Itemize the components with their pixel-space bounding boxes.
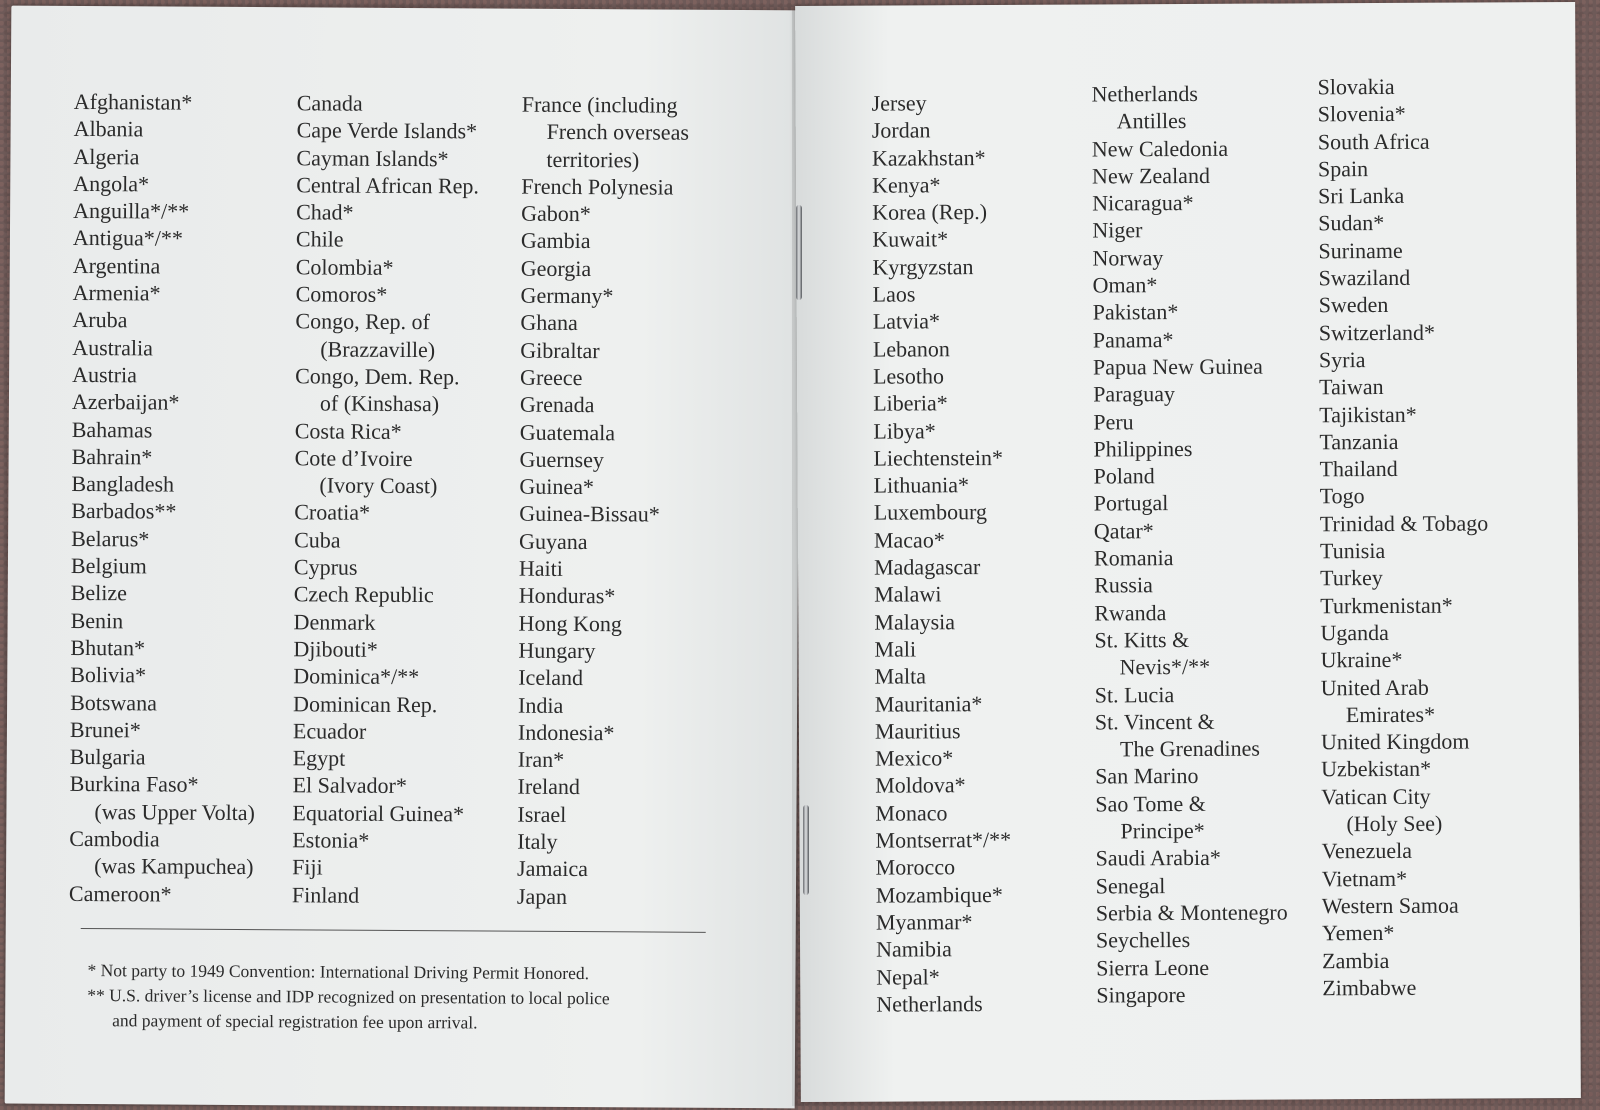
- country-entry: Albania: [73, 116, 144, 142]
- country-entry: Tanzania: [1319, 428, 1399, 455]
- country-entry: St. Vincent &: [1094, 708, 1215, 735]
- country-entry: Equatorial Guinea*: [292, 800, 465, 827]
- country-entry: Uzbekistan*: [1321, 756, 1432, 782]
- country-entry: Turkmenistan*: [1320, 592, 1453, 618]
- country-entry: Sierra Leone: [1096, 954, 1210, 980]
- country-entry: Qatar*: [1093, 517, 1154, 544]
- country-entry: Austria: [72, 361, 137, 388]
- country-entry: New Zealand: [1091, 162, 1210, 189]
- country-entry: Australia: [72, 334, 154, 361]
- country-entry: Cayman Islands*: [296, 144, 449, 171]
- country-entry: Iceland: [518, 664, 584, 691]
- country-entry: Latvia*: [872, 308, 941, 335]
- country-entry: Botswana: [70, 689, 157, 715]
- country-entry: Russia: [1094, 572, 1153, 598]
- country-entry: Cuba: [294, 527, 341, 553]
- country-entry: Malaysia: [874, 608, 956, 635]
- country-entry: Vietnam*: [1321, 865, 1408, 891]
- country-entry: Armenia*: [72, 280, 161, 306]
- country-entry: Comoros*: [295, 281, 388, 307]
- country-entry: Japan: [516, 883, 568, 909]
- country-column-5: [1092, 79, 1289, 1008]
- country-entry: Germany*: [520, 282, 614, 309]
- country-entry: Cyprus: [293, 554, 358, 580]
- country-entry: Principe*: [1120, 817, 1205, 844]
- country-entry: Finland: [291, 881, 360, 908]
- country-entry: Kuwait*: [872, 226, 949, 253]
- country-entry: Kenya*: [871, 172, 941, 198]
- country-entry: Montserrat*/**: [875, 826, 1012, 853]
- country-entry: Romania: [1093, 545, 1174, 571]
- country-entry: France (including: [521, 91, 678, 118]
- country-entry: Zimbabwe: [1322, 974, 1417, 1001]
- country-entry: Trinidad & Tobago: [1319, 510, 1489, 537]
- country-entry: United Arab: [1320, 674, 1429, 700]
- country-entry: Suriname: [1318, 237, 1403, 264]
- country-entry: Sri Lanka: [1318, 183, 1405, 209]
- country-entry: Saudi Arabia*: [1095, 845, 1221, 871]
- country-entry: Angola*: [73, 170, 150, 197]
- country-entry: Western Samoa: [1321, 892, 1459, 919]
- country-entry: Guinea-Bissau*: [519, 501, 660, 527]
- country-entry: Bahrain*: [71, 443, 153, 470]
- country-entry: Brunei*: [69, 716, 141, 743]
- country-entry: Argentina: [72, 252, 161, 279]
- country-entry: Congo, Rep. of: [295, 308, 430, 335]
- country-entry: Spain: [1317, 155, 1369, 182]
- country-entry: Dominica*/**: [293, 663, 420, 690]
- country-entry: Jamaica: [517, 855, 589, 882]
- country-entry: Congo, Dem. Rep.: [295, 363, 460, 390]
- country-entry: Switzerland*: [1318, 319, 1435, 345]
- country-entry: Bahamas: [71, 416, 153, 442]
- country-entry: Turkey: [1320, 565, 1383, 591]
- country-entry: Tajikistan*: [1319, 401, 1417, 427]
- country-entry: Yemen*: [1321, 920, 1395, 946]
- country-entry: Slovakia: [1317, 73, 1395, 100]
- country-entry: Cambodia: [69, 825, 160, 852]
- country-column-1: [69, 88, 259, 908]
- country-entry: Slovenia*: [1317, 101, 1406, 127]
- country-entry: Norway: [1092, 244, 1164, 271]
- country-entry: Honduras*: [518, 583, 616, 609]
- country-entry: Macao*: [873, 527, 945, 553]
- country-entry: French Polynesia: [521, 173, 674, 200]
- country-entry: Panama*: [1092, 326, 1174, 353]
- country-entry: Indonesia*: [517, 719, 615, 746]
- right-page: [795, 2, 1581, 1102]
- country-entry: South Africa: [1317, 128, 1430, 154]
- country-entry: Barbados**: [71, 498, 177, 525]
- country-entry: Rwanda: [1094, 599, 1167, 626]
- country-entry: Gabon*: [521, 200, 591, 227]
- country-entry: Libya*: [873, 417, 936, 444]
- country-column-4: [872, 89, 1013, 1018]
- country-entry: Canada: [296, 90, 363, 116]
- country-entry: Chile: [295, 226, 344, 253]
- country-entry: Hungary: [518, 637, 596, 664]
- country-entry: Seychelles: [1095, 927, 1191, 953]
- country-entry: Pakistan*: [1092, 299, 1179, 325]
- country-entry: Jordan: [871, 117, 931, 143]
- country-entry: Aruba: [72, 307, 128, 333]
- country-entry: Djibouti*: [293, 636, 378, 662]
- country-entry: San Marino: [1095, 763, 1199, 789]
- country-entry: The Grenadines: [1119, 735, 1260, 762]
- country-entry: (Ivory Coast): [319, 472, 438, 499]
- country-entry: Morocco: [875, 854, 956, 880]
- country-entry: Philippines: [1093, 435, 1193, 462]
- country-entry: Guatemala: [519, 419, 616, 445]
- country-entry: Greece: [520, 364, 583, 391]
- country-entry: Cote d’Ivoire: [294, 445, 413, 471]
- country-entry: Gambia: [520, 228, 591, 254]
- country-entry: Uganda: [1320, 619, 1389, 646]
- country-entry: Algeria: [73, 143, 140, 169]
- country-entry: Israel: [517, 801, 567, 827]
- country-entry: Cameroon*: [68, 880, 172, 907]
- left-page: [5, 6, 802, 1109]
- footnote-line: * Not party to 1949 Convention: International Driving Permit Honored.: [87, 960, 590, 984]
- country-entry: Italy: [517, 828, 558, 854]
- country-entry: Netherlands: [876, 990, 983, 1017]
- country-entry: Poland: [1093, 463, 1155, 489]
- country-entry: Singapore: [1096, 981, 1186, 1008]
- country-column-2: [292, 89, 480, 909]
- country-entry: Sweden: [1318, 292, 1389, 318]
- country-entry: of (Kinshasa): [319, 390, 440, 417]
- country-entry: Bangladesh: [71, 471, 175, 497]
- country-entry: Liberia*: [873, 390, 948, 416]
- country-entry: (Brazzaville): [320, 336, 436, 362]
- country-entry: Antilles: [1116, 108, 1187, 134]
- country-entry: Guyana: [519, 528, 588, 554]
- country-entry: Thailand: [1319, 456, 1398, 482]
- country-entry: Ukraine*: [1320, 647, 1403, 673]
- country-entry: Belize: [70, 580, 128, 606]
- country-entry: Azerbaijan*: [71, 389, 180, 415]
- country-entry: Swaziland: [1318, 264, 1411, 291]
- country-entry: Malta: [874, 663, 927, 689]
- country-entry: Moldova*: [875, 772, 966, 799]
- country-entry: Gibraltar: [520, 337, 600, 363]
- staple-top: [796, 205, 802, 300]
- country-entry: Central African Rep.: [296, 172, 480, 199]
- footnotes: [87, 958, 727, 1037]
- country-entry: Zambia: [1322, 947, 1390, 973]
- country-entry: Malawi: [874, 581, 942, 607]
- country-entry: Afghanistan*: [73, 88, 193, 115]
- country-column-3: [517, 91, 689, 911]
- country-entry: Nevis*/**: [1119, 654, 1211, 680]
- country-entry: Egypt: [292, 745, 346, 771]
- country-entry: Chad*: [296, 199, 354, 225]
- country-entry: Ireland: [517, 774, 580, 800]
- country-entry: Costa Rica*: [294, 417, 402, 444]
- country-entry: Hong Kong: [518, 610, 622, 636]
- country-entry: Papua New Guinea: [1092, 353, 1263, 380]
- country-entry: Namibia: [876, 936, 952, 962]
- country-entry: Bhutan*: [70, 634, 146, 661]
- country-entry: St. Lucia: [1094, 681, 1175, 708]
- country-entry: Mexico*: [874, 745, 954, 771]
- country-entry: Luxembourg: [873, 499, 988, 526]
- country-entry: Mauritius: [874, 718, 961, 744]
- country-entry: Guernsey: [519, 446, 604, 473]
- country-entry: Iran*: [517, 746, 565, 773]
- country-entry: Lesotho: [872, 363, 945, 389]
- country-entry: Fiji: [292, 854, 323, 880]
- country-entry: United Kingdom: [1320, 728, 1470, 755]
- country-entry: Guinea*: [519, 473, 595, 500]
- country-entry: Kyrgyzstan: [872, 253, 974, 280]
- country-entry: Lithuania*: [873, 472, 970, 498]
- country-entry: Oman*: [1092, 272, 1158, 298]
- country-entry: Senegal: [1095, 872, 1166, 899]
- country-entry: Burkina Faso*: [69, 771, 199, 798]
- country-entry: French overseas: [546, 119, 690, 146]
- country-entry: Taiwan: [1319, 374, 1384, 400]
- country-entry: Cape Verde Islands*: [296, 117, 478, 144]
- country-entry: Mali: [874, 636, 917, 662]
- country-entry: Georgia: [520, 255, 592, 281]
- country-entry: (Holy See): [1346, 810, 1443, 837]
- country-entry: Mozambique*: [875, 881, 1003, 908]
- footnote-divider: [81, 928, 706, 933]
- country-entry: Netherlands: [1091, 80, 1198, 107]
- country-entry: Portugal: [1093, 490, 1169, 516]
- country-entry: Venezuela: [1321, 838, 1413, 864]
- country-entry: New Caledonia: [1091, 135, 1229, 162]
- country-entry: Anguilla*/**: [73, 198, 190, 224]
- country-entry: Paraguay: [1093, 381, 1176, 407]
- country-entry: Haiti: [518, 555, 564, 581]
- country-entry: Belgium: [70, 552, 147, 579]
- country-entry: Laos: [872, 281, 916, 307]
- country-entry: Bolivia*: [70, 662, 147, 688]
- country-entry: Denmark: [293, 608, 376, 635]
- country-entry: Ghana: [520, 310, 578, 336]
- country-entry: Belarus*: [71, 525, 150, 552]
- country-entry: Grenada: [519, 391, 595, 418]
- country-entry: Nepal*: [876, 963, 940, 990]
- country-entry: (was Kampuchea): [94, 853, 254, 880]
- country-entry: Antigua*/**: [72, 225, 184, 252]
- country-entry: Benin: [70, 607, 124, 633]
- country-entry: India: [518, 692, 564, 718]
- footnote-line: ** U.S. driver’s license and IDP recognized on presentation to local police: [87, 985, 610, 1009]
- country-entry: El Salvador*: [292, 772, 407, 799]
- country-entry: St. Kitts &: [1094, 626, 1190, 653]
- country-entry: Croatia*: [294, 499, 371, 526]
- country-entry: territories): [546, 146, 640, 172]
- country-entry: Myanmar*: [875, 909, 973, 935]
- country-entry: Dominican Rep.: [293, 690, 438, 717]
- staple-bottom: [803, 805, 809, 895]
- country-entry: Korea (Rep.): [872, 199, 988, 225]
- country-entry: Monaco: [875, 799, 948, 826]
- country-entry: Jersey: [871, 90, 927, 116]
- footnote-line: and payment of special registration fee upon arrival.: [112, 1010, 478, 1033]
- country-entry: Colombia*: [295, 254, 394, 280]
- country-column-6: [1317, 72, 1490, 1001]
- country-entry: Bulgaria: [69, 744, 146, 770]
- country-entry: Sudan*: [1318, 210, 1385, 236]
- country-entry: Syria: [1318, 347, 1366, 373]
- country-entry: Madagascar: [873, 554, 981, 580]
- country-entry: Emirates*: [1345, 701, 1436, 728]
- country-entry: Estonia*: [292, 827, 370, 853]
- country-entry: Liechtenstein*: [873, 444, 1004, 471]
- country-entry: Mauritania*: [874, 690, 983, 717]
- country-entry: (was Upper Volta): [94, 798, 256, 825]
- country-entry: Lebanon: [872, 335, 950, 362]
- country-entry: Serbia & Montenegro: [1095, 899, 1288, 926]
- country-entry: Niger: [1092, 217, 1143, 243]
- country-entry: Togo: [1319, 483, 1365, 509]
- country-entry: Ecuador: [292, 718, 367, 744]
- country-entry: Peru: [1093, 408, 1134, 435]
- country-entry: Kazakhstan*: [871, 144, 986, 171]
- country-entry: Tunisia: [1319, 538, 1386, 564]
- country-entry: Sao Tome &: [1095, 790, 1206, 817]
- country-entry: Nicaragua*: [1092, 190, 1194, 216]
- country-entry: Vatican City: [1321, 783, 1431, 810]
- country-entry: Czech Republic: [293, 581, 434, 608]
